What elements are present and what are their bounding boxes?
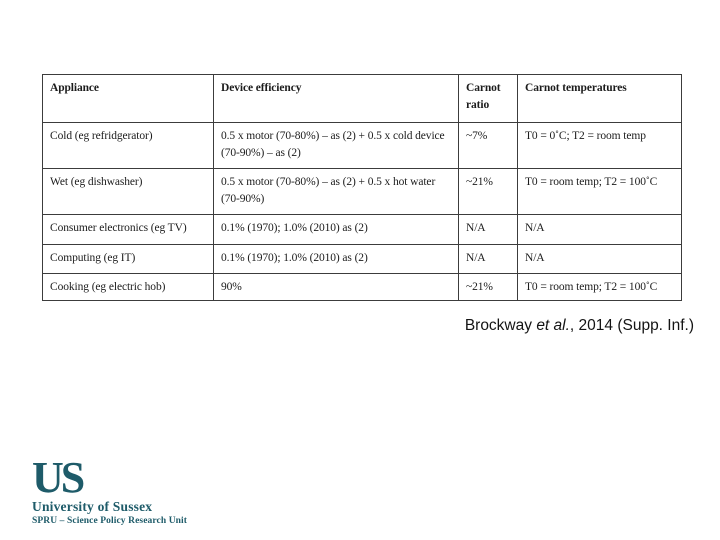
cell-device-efficiency: 0.5 x motor (70-80%) – as (2) + 0.5 x cold device (70-90%) – as (2) bbox=[214, 123, 459, 169]
cell-appliance: Cold (eg refridgerator) bbox=[43, 123, 214, 169]
cell-device-efficiency: 0.1% (1970); 1.0% (2010) as (2) bbox=[214, 245, 459, 274]
cell-carnot-ratio: ~21% bbox=[459, 274, 518, 301]
table-row bbox=[43, 274, 682, 301]
cell-carnot-temperatures: N/A bbox=[518, 215, 682, 245]
cell-appliance: Cooking (eg electric hob) bbox=[43, 274, 214, 301]
citation bbox=[465, 316, 694, 335]
efficiency-table bbox=[42, 74, 682, 301]
cell-carnot-temperatures: T0 = 0˚C; T2 = room temp bbox=[518, 123, 682, 169]
university-name: University of Sussex bbox=[32, 499, 153, 514]
table-row bbox=[43, 169, 682, 215]
cell-device-efficiency: 0.1% (1970); 1.0% (2010) as (2) bbox=[214, 215, 459, 245]
cell-carnot-ratio: N/A bbox=[459, 215, 518, 245]
sussex-logo bbox=[32, 453, 188, 527]
column-header-appliance: Appliance bbox=[43, 75, 214, 123]
cell-device-efficiency: 0.5 x motor (70-80%) – as (2) + 0.5 x hot water (70-90%) bbox=[214, 169, 459, 215]
column-header-device-efficiency: Device efficiency bbox=[214, 75, 459, 123]
column-header-carnot-temperatures: Carnot temperatures bbox=[518, 75, 682, 123]
cell-carnot-ratio: ~21% bbox=[459, 169, 518, 215]
cell-carnot-ratio: ~7% bbox=[459, 123, 518, 169]
cell-carnot-temperatures: T0 = room temp; T2 = 100˚C bbox=[518, 274, 682, 301]
us-monogram-icon: US bbox=[32, 453, 83, 502]
table-row bbox=[43, 245, 682, 274]
research-unit-name: SPRU – Science Policy Research Unit bbox=[32, 516, 188, 526]
table-header-row bbox=[43, 75, 682, 123]
cell-carnot-temperatures: N/A bbox=[518, 245, 682, 274]
table-row bbox=[43, 215, 682, 245]
citation-et-al: et al. bbox=[536, 317, 570, 334]
column-header-carnot-ratio: Carnot ratio bbox=[459, 75, 518, 123]
cell-device-efficiency: 90% bbox=[214, 274, 459, 301]
cell-carnot-ratio: N/A bbox=[459, 245, 518, 274]
cell-appliance: Wet (eg dishwasher) bbox=[43, 169, 214, 215]
citation-year-source: , 2014 (Supp. Inf.) bbox=[569, 317, 694, 334]
table-row bbox=[43, 123, 682, 169]
cell-appliance: Computing (eg IT) bbox=[43, 245, 214, 274]
citation-author: Brockway bbox=[464, 317, 537, 334]
cell-carnot-temperatures: T0 = room temp; T2 = 100˚C bbox=[518, 169, 682, 215]
cell-appliance: Consumer electronics (eg TV) bbox=[43, 215, 214, 245]
